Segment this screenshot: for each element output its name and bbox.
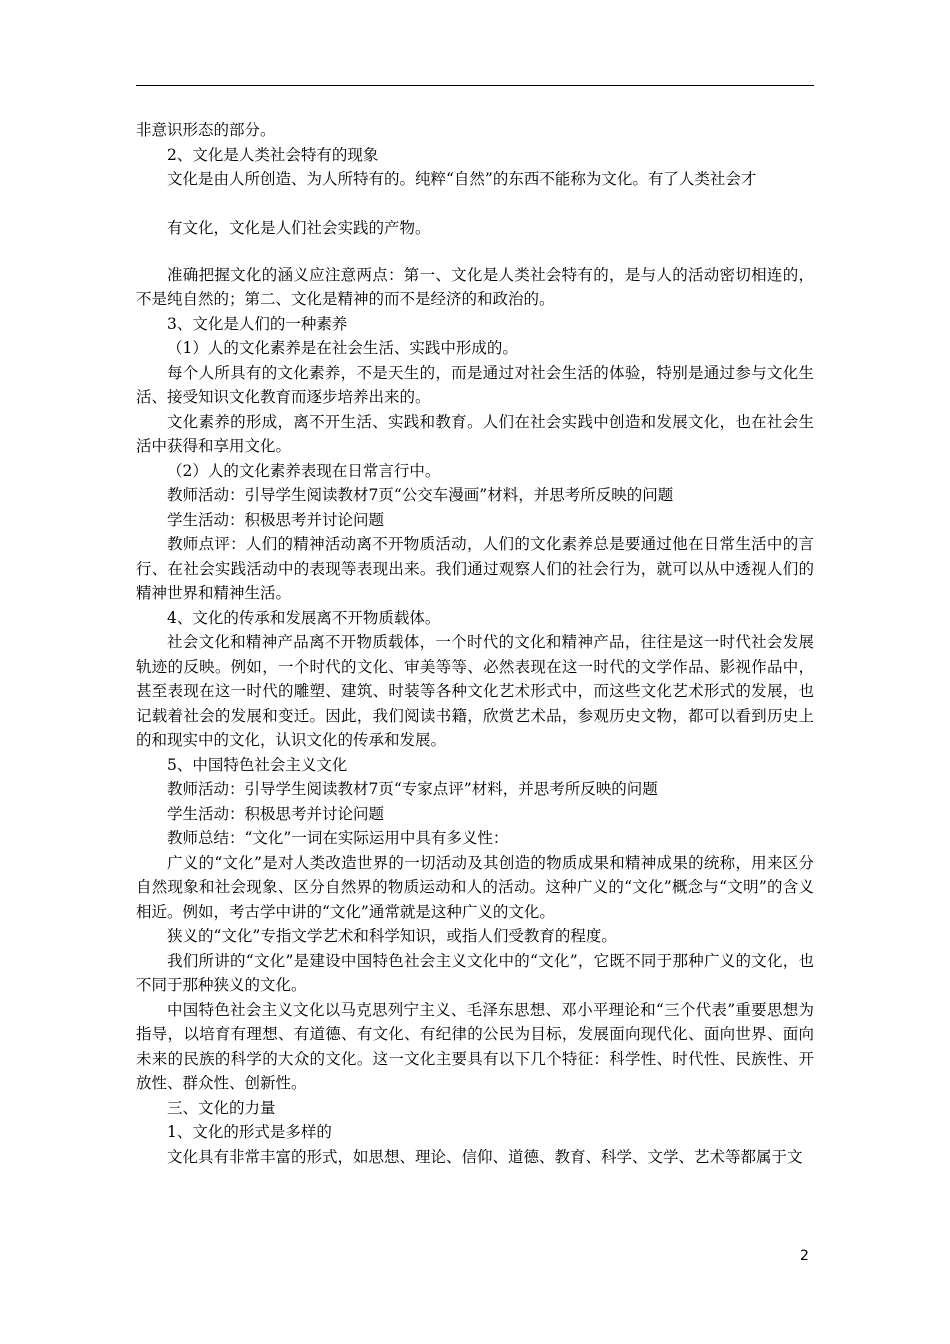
paragraph: 教师活动：引导学生阅读教材7页“公交车漫画”材料，并思考所反映的问题: [167, 486, 674, 504]
paragraph: 准确把握文化的涵义应注意两点：第一、文化是人类社会特有的，是与人的活动密切相连的，不是纯自然的；第二、文化是精神的而不是经济的和政治的。: [136, 265, 814, 308]
section-heading: 三、文化的力量: [167, 1098, 276, 1117]
paragraph: 教师总结：“文化”一词在实际运用中具有多义性：: [167, 829, 509, 847]
paragraph: 文化具有非常丰富的形式，如思想、理论、信仰、道德、教育、科学、文学、艺术等都属于文: [167, 1147, 803, 1166]
paragraph: 狭义的“文化”专指文学艺术和科学知识，或指人们受教育的程度。: [167, 927, 617, 945]
subheading: （1）人的文化素养是在社会生活、实践中形成的。: [167, 339, 518, 357]
document-body: [136, 118, 814, 1169]
paragraph: 文化是由人所创造、为人所特有的。纯粹“自然”的东西不能称为文化。有了人类社会才: [167, 170, 757, 188]
paragraph: 非意识形态的部分。: [136, 121, 276, 139]
section-heading: 1、文化的形式是多样的: [167, 1123, 332, 1141]
paragraph: 社会文化和精神产品离不开物质载体，一个时代的文化和精神产品，往往是这一时代社会发展轨迹的反映。例如，一个时代的文化、审美等等、必然表现在这一时代的文学作品、影视作品中，甚至表现在这一时代的雕塑、建筑、时装等各种文化艺术形式中，而这些文化艺术形式的发展，也记载着社会的发展和变迁。因此，我们阅读书籍，欣赏艺术品，参观历史文物，都可以看到历史上的和现实中的文化，认识文化的传承和发展。: [136, 633, 814, 749]
paragraph: 广义的“文化”是对人类改造世界的一切活动及其创造的物质成果和精神成果的统称，用来区分自然现象和社会现象、区分自然界的物质运动和人的活动。这种广义的“文化”概念与“文明”的含义相近。例如，考古学中讲的“文化”通常就是这种广义的文化。: [136, 853, 814, 921]
paragraph: 学生活动：积极思考并讨论问题: [167, 804, 385, 823]
paragraph: 每个人所具有的文化素养，不是天生的，而是通过对社会生活的体验，特别是通过参与文化生活、接受知识文化教育而逐步培养出来的。: [136, 363, 814, 406]
paragraph: 学生活动：积极思考并讨论问题: [167, 510, 385, 529]
page-number: 2: [800, 1248, 809, 1264]
section-heading: 2、文化是人类社会特有的现象: [167, 145, 379, 164]
paragraph: 有文化，文化是人们社会实践的产物。: [167, 219, 431, 237]
section-heading: 3、文化是人们的一种素养: [167, 314, 348, 333]
section-heading: 4、文化的传承和发展离不开物质载体。: [167, 608, 441, 627]
paragraph: 我们所讲的“文化”是建设中国特色社会主义文化中的“文化”，它既不同于那种广义的文化，也不同于那种狭义的文化。: [136, 951, 814, 994]
paragraph: 中国特色社会主义文化以马克思列宁主义、毛泽东思想、邓小平理论和“三个代表”重要思想为指导，以培育有理想、有道德、有文化、有纪律的公民为目标，发展面向现代化、面向世界、面向未来的民族的科学的大众的文化。这一文化主要具有以下几个特征：科学性、时代性、民族性、开放性、群众性、创新性。: [136, 1000, 814, 1092]
section-heading: 5、中国特色社会主义文化: [167, 755, 348, 774]
subheading: （2）人的文化素养表现在日常言行中。: [167, 461, 441, 480]
paragraph: 文化素养的形成，离不开生活、实践和教育。人们在社会实践中创造和发展文化，也在社会生活中获得和享用文化。: [136, 412, 814, 455]
header-rule: [136, 85, 814, 86]
paragraph: 教师活动：引导学生阅读教材7页“专家点评”材料，并思考所反映的问题: [167, 780, 658, 798]
paragraph: 教师点评：人们的精神活动离不开物质活动，人们的文化素养总是要通过他在日常生活中的言行、在社会实践活动中的表现等表现出来。我们通过观察人们的社会行为，就可以从中透视人们的精神世界和精神生活。: [136, 535, 814, 602]
